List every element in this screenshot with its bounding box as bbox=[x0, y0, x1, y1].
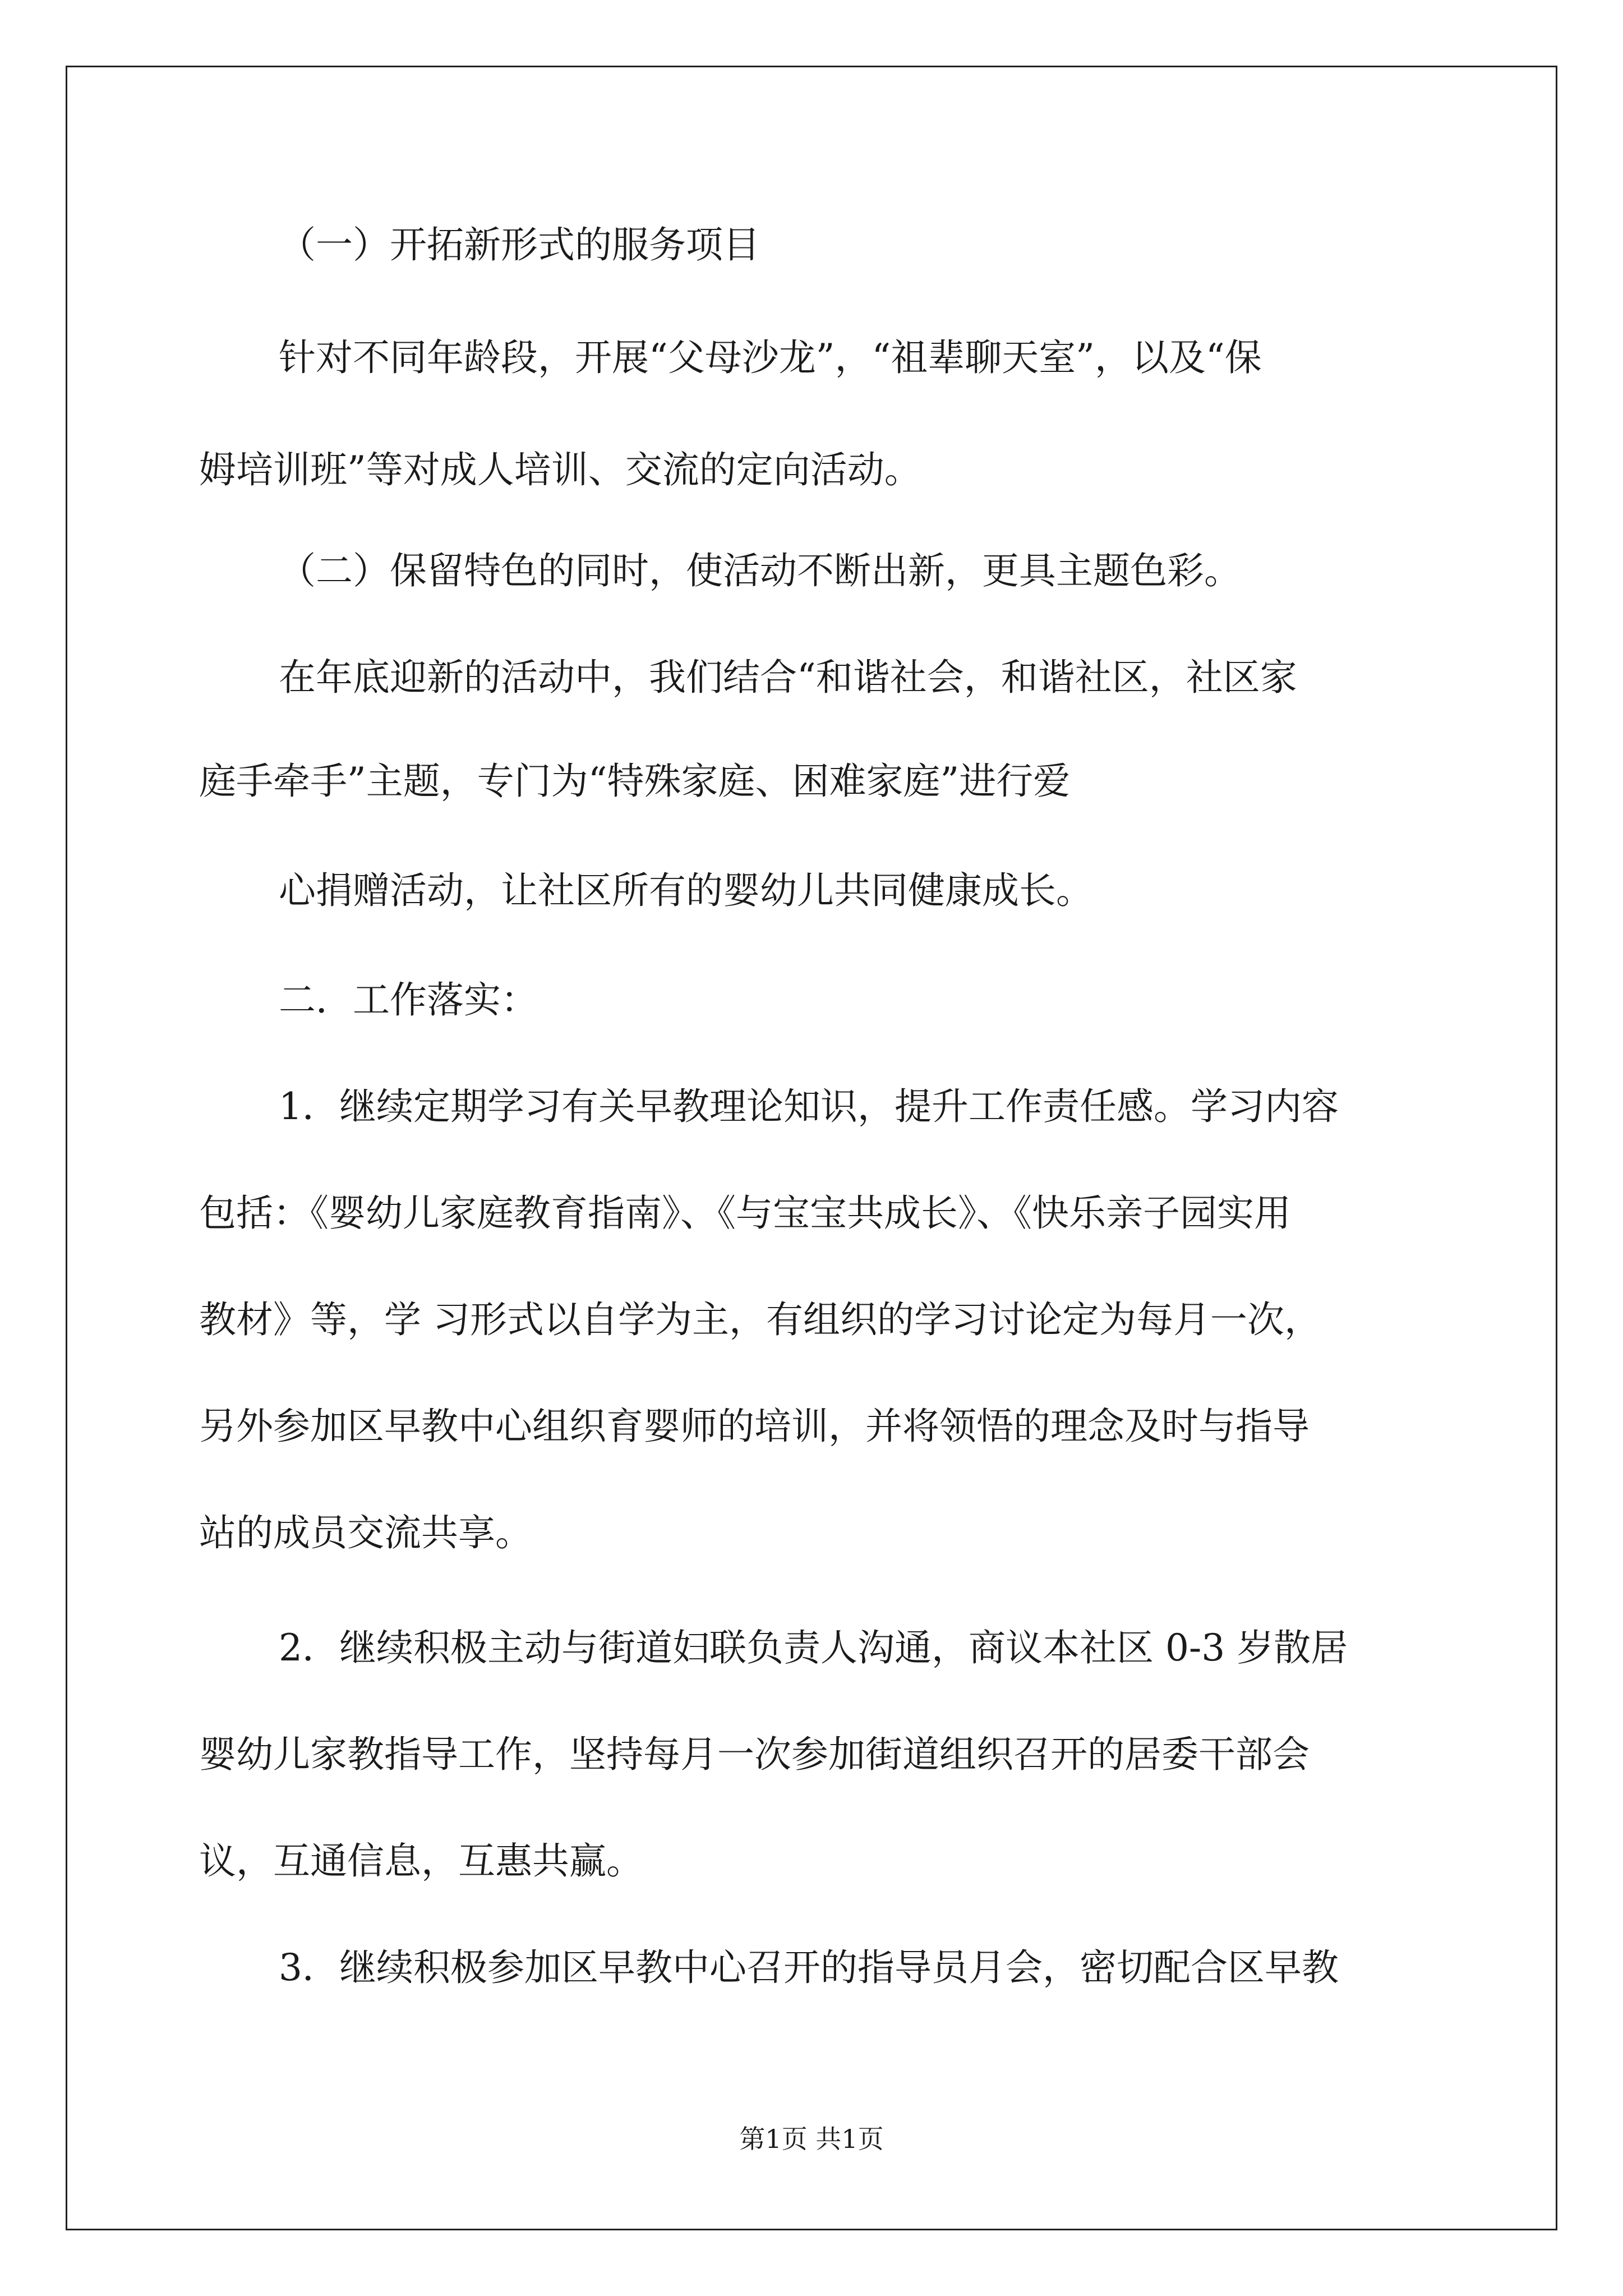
text-line: 1．继续定期学习有关早教理论知识，提升工作责任感。学习内容 bbox=[279, 1085, 1339, 1128]
page-number-footer: 第1页 共1页 bbox=[739, 2124, 884, 2154]
text-line: 二．工作落实： bbox=[279, 978, 538, 1022]
text-line: 在年底迎新的活动中，我们结合“和谐社会，和谐社区，社区家 bbox=[279, 656, 1297, 699]
text-line: 议，互通信息，互惠共赢。 bbox=[199, 1839, 643, 1883]
text-line: （二）保留特色的同时，使活动不断出新，更具主题色彩。 bbox=[279, 549, 1241, 592]
text-line: 姆培训班”等对成人培训、交流的定向活动。 bbox=[199, 448, 921, 491]
text-line: 另外参加区早教中心组织育婴师的培训，并将领悟的理念及时与指导 bbox=[199, 1405, 1310, 1448]
text-line: 庭手牵手”主题，专门为“特殊家庭、困难家庭”进行爱 bbox=[199, 760, 1071, 803]
text-line: 包括：《婴幼儿家庭教育指南》、《与宝宝共成长》、《快乐亲子园实用 bbox=[199, 1191, 1291, 1235]
text-line: （一）开拓新形式的服务项目 bbox=[279, 223, 760, 266]
text-line: 2．继续积极主动与街道妇联负责人沟通，商议本社区 0-3 岁散居 bbox=[279, 1626, 1348, 1669]
text-line: 针对不同年龄段，开展“父母沙龙”，“祖辈聊天室”，以及“保 bbox=[279, 336, 1262, 379]
text-line: 心捐赠活动，让社区所有的婴幼儿共同健康成长。 bbox=[279, 869, 1093, 912]
text-line: 3．继续积极参加区早教中心召开的指导员月会，密切配合区早教 bbox=[279, 1946, 1339, 1989]
text-line: 婴幼儿家教指导工作，坚持每月一次参加街道组织召开的居委干部会 bbox=[199, 1733, 1310, 1776]
text-line: 站的成员交流共享。 bbox=[199, 1511, 532, 1554]
page-border bbox=[66, 66, 1557, 2230]
text-line: 教材》等，学 习形式以自学为主，有组织的学习讨论定为每月一次， bbox=[199, 1298, 1321, 1341]
